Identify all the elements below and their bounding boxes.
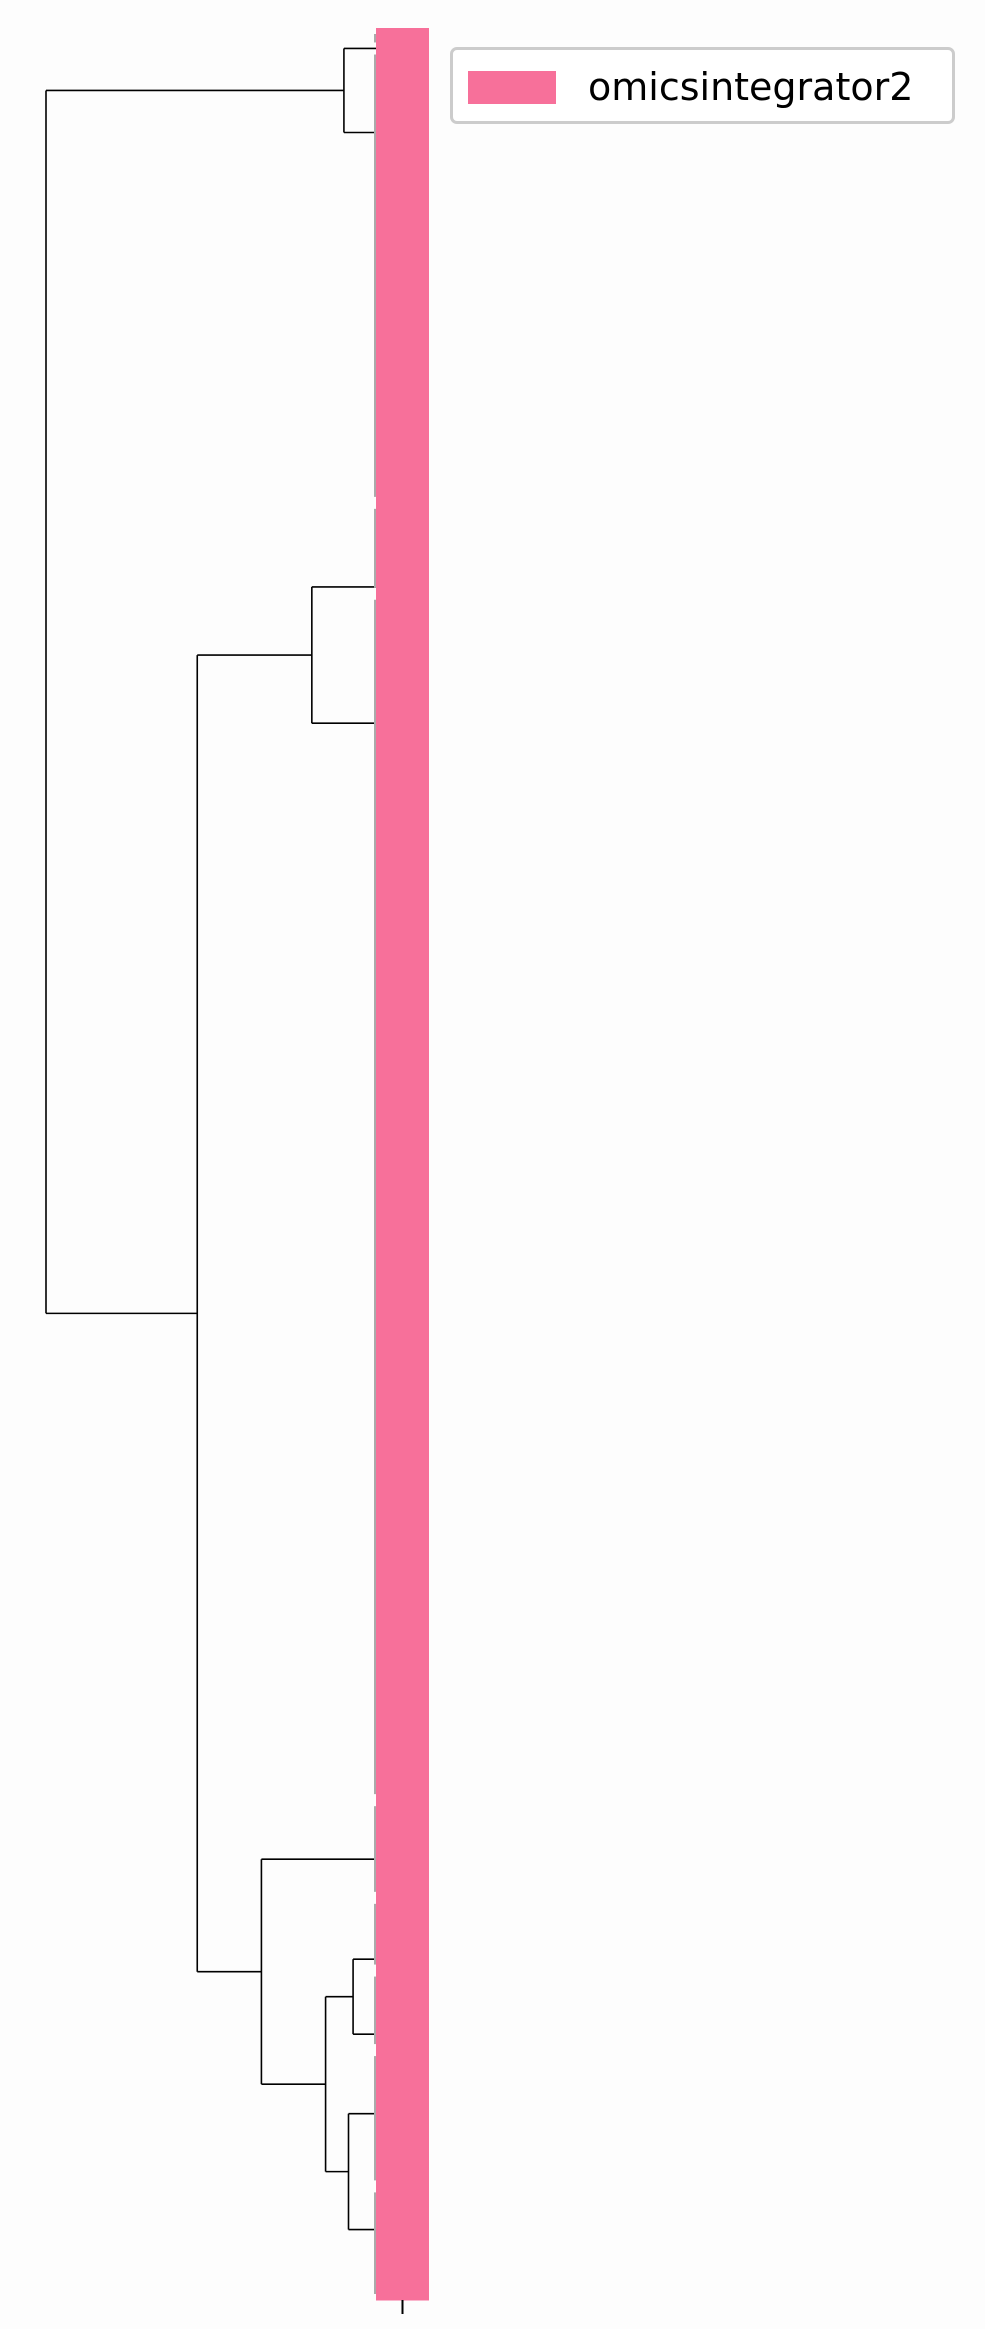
legend-label-omicsintegrator2: omicsintegrator2 <box>588 65 914 109</box>
heatmap-cell-6 <box>376 1971 429 2051</box>
heatmap-cell-0 <box>376 28 429 49</box>
heatmap-cell-5 <box>376 1898 429 1971</box>
legend-swatch-omicsintegrator2 <box>468 71 556 104</box>
dendrogram <box>46 48 376 2229</box>
legend <box>450 47 955 124</box>
heatmap-cell-7 <box>376 2050 429 2187</box>
heatmap-cell-1 <box>376 48 429 503</box>
heatmap-cell-2 <box>376 503 429 594</box>
heatmap <box>375 28 429 2301</box>
heatmap-cell-4 <box>376 1800 429 1898</box>
heatmap-cell-3 <box>376 594 429 1801</box>
heatmap-cell-8 <box>376 2186 429 2300</box>
